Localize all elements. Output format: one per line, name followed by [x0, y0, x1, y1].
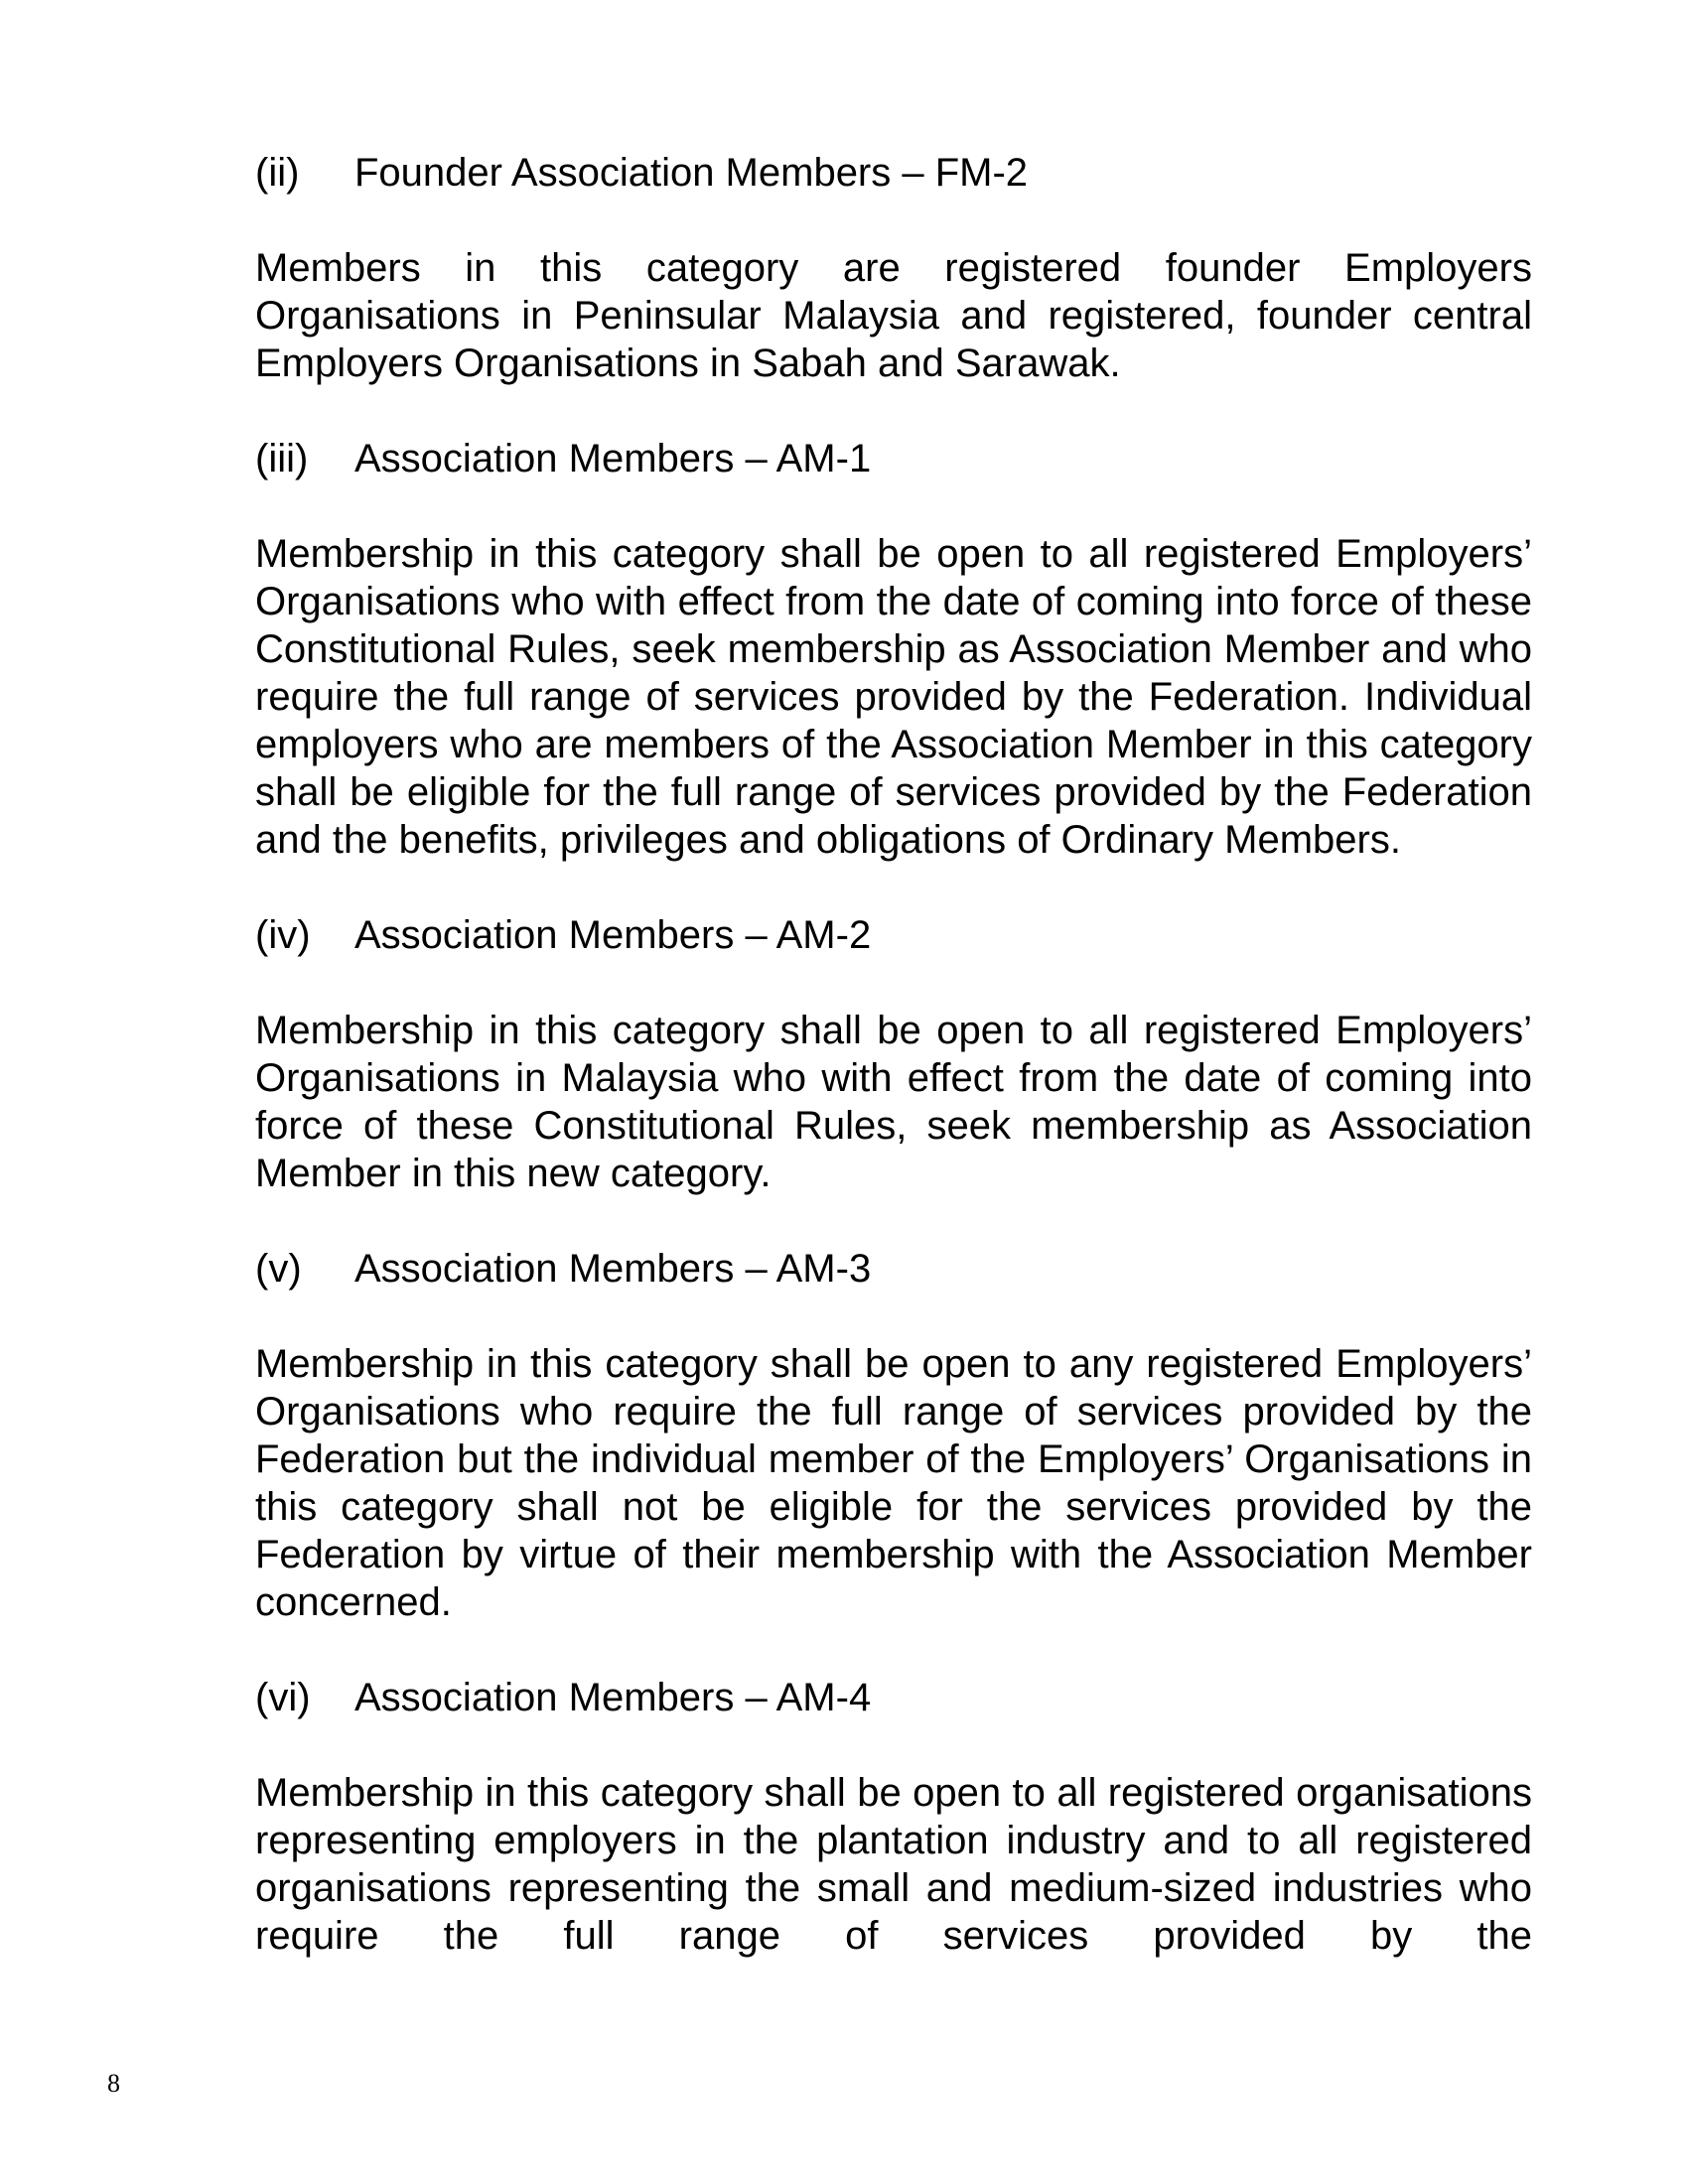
- section-paragraph-v: Membership in this category shall be open to any registered Employers’ Organisations who require the full range of services provided by the Federation but the individual member of the Employers’ Organisations in this category shall not be eligible for the services provided by the Federation by virtue of their membership with the Association Member concerned.: [255, 1342, 1532, 1624]
- section-title: Association Members – AM-3: [354, 1247, 872, 1291]
- section-heading-v: [255, 1245, 1532, 1293]
- section-paragraph-iii: Membership in this category shall be open to all registered Employers’ Organisations who with effect from the date of coming into force of these Constitutional Rules, seek membership as Association Member and who require the full range of services provided by the Federation. Individual employers who are members of the Association Member in this category shall be eligible for the full range of services provided by the Federation and the benefits, privileges and obligations of Ordinary Members.: [255, 532, 1532, 862]
- section-title: Association Members – AM-4: [354, 1676, 872, 1719]
- section-number: (vi): [255, 1676, 311, 1719]
- section-paragraph-ii: Members in this category are registered founder Employers Organisations in Peninsular Malaysia and registered, founder central Employers Organisations in Sabah and Sarawak.: [255, 246, 1532, 385]
- section-heading-ii: [255, 149, 1532, 197]
- section-heading-iv: [255, 911, 1532, 959]
- section-title: Association Members – AM-1: [354, 437, 872, 480]
- section-number: (v): [255, 1247, 302, 1291]
- section-paragraph-iv: Membership in this category shall be open to all registered Employers’ Organisations in Malaysia who with effect from the date of coming into force of these Constitutional Rules, seek membership as Association Member in this new category.: [255, 1009, 1532, 1195]
- section-heading-vi: [255, 1674, 1532, 1721]
- section-number: (iv): [255, 913, 311, 957]
- section-title: Association Members – AM-2: [354, 913, 872, 957]
- section-paragraph-vi: Membership in this category shall be open to all registered organisations representing employers in the plantation industry and to all registered organisations representing the small and medium-sized industries who require the full range of services provided by the: [255, 1771, 1532, 1958]
- page-body: [255, 149, 1532, 1960]
- page-number: 8: [107, 2069, 120, 2098]
- section-number: (iii): [255, 437, 309, 480]
- section-heading-iii: [255, 435, 1532, 482]
- section-number: (ii): [255, 151, 300, 195]
- section-title: Founder Association Members – FM-2: [354, 151, 1029, 195]
